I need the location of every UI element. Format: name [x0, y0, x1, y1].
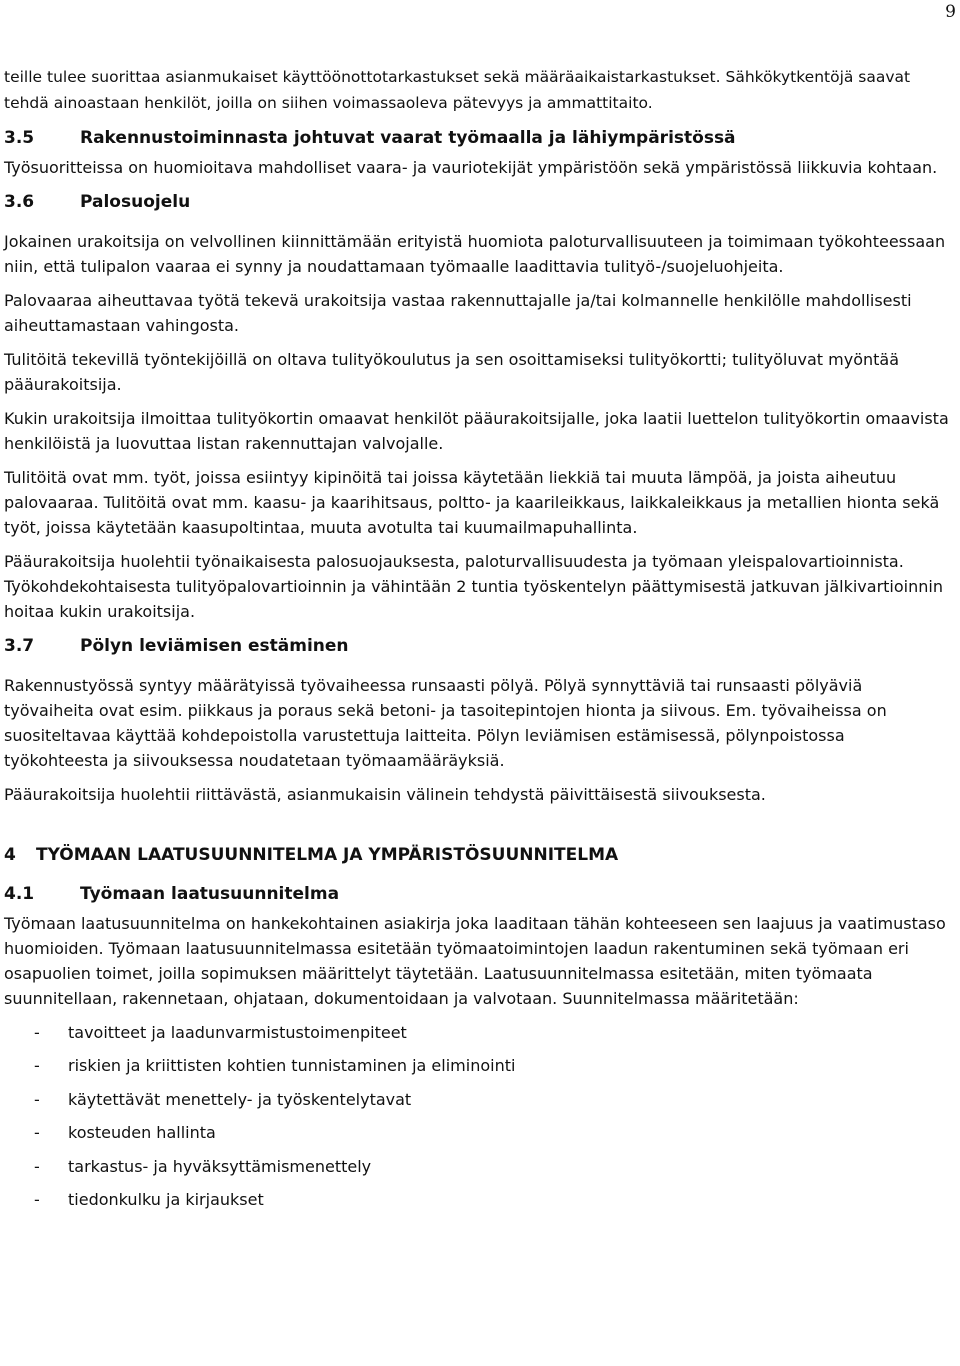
- heading-3-7: [4, 634, 952, 659]
- list-dash: -: [34, 1123, 40, 1143]
- heading-title: Pölyn leviämisen estäminen: [80, 636, 349, 656]
- heading-title: Rakennustoiminnasta johtuvat vaarat työmaalla ja lähiympäristössä: [80, 128, 736, 148]
- paragraph: Tulitöitä ovat mm. työt, joissa esiintyy kipinöitä tai joissa käytetään liekkiä tai muuta lämpöä, ja joista aiheutuu palovaaraa. Tulitöitä ovat mm. kaasu- ja kaarihitsaus, poltto- ja kaarileikkaus, laikkaleikkaus ja metallien hionta sekä työt, joissa käytetään kaasupoltintaa, muuta avotulta tai kuumailmapuhallinta.: [4, 468, 940, 537]
- list-item-text: tavoitteet ja laadunvarmistustoimenpiteet: [68, 1023, 407, 1042]
- heading-number: 3.5: [4, 128, 35, 148]
- page-content: [4, 64, 952, 1220]
- paragraph: Työmaan laatusuunnitelma on hankekohtainen asiakirja joka laaditaan tähän kohteeseen sen laajuus ja vaatimustaso huomioiden. Työmaan laatusuunnitelmassa esitetään työmaatoimintojen laadun rakentuminen sekä työmaan eri osapuolien toimet, joilla sopimuksen määrittelyt täytetään. Laatusuunnitelmassa esitetään, miten työmaata suunnitellaan, rakennetaan, ohjataan, dokumentoidaan ja valvotaan. Suunnitelmassa määritetään:: [4, 914, 946, 1008]
- paragraph: Tulitöitä tekevillä työntekijöillä on oltava tulityökoulutus ja sen osoittamiseksi tulityökortti; tulityöluvat myöntää pääurakoitsija.: [4, 350, 900, 394]
- paragraph: Pääurakoitsija huolehtii työnaikaisesta palosuojauksesta, paloturvallisuudesta ja työmaan yleispalovartioinnista. Työkohdekohtaisesta tulityöpalovartioinnin ja vähintään 2 tuntia työskentelyn päättymisestä jatkuvan jälkivartioinnin hoitaa kukin urakoitsija.: [4, 552, 943, 621]
- list-item: [4, 1120, 952, 1153]
- paragraph: Työsuoritteissa on huomioitava mahdolliset vaara- ja vauriotekijät ympäristöön sekä ympäristössä liikkuvia kohtaan.: [4, 158, 938, 177]
- heading-title: Palosuojelu: [80, 192, 191, 212]
- heading-title: Työmaan laatusuunnitelma: [80, 884, 340, 904]
- list-item-text: tarkastus- ja hyväksyttämismenettely: [68, 1156, 372, 1176]
- list-item: [4, 1087, 952, 1120]
- paragraph: Rakennustyössä syntyy määrätyissä työvaiheessa runsaasti pölyä. Pölyä synnyttäviä tai runsaasti pölyäviä työvaiheita ovat esim. piikkaus ja poraus sekä betoni- ja tasoitepintojen hionta ja siivous. Em. työvaiheissa on suositeltavaa käyttää kohdepoistolla varustettuja laitteita. Pölyn leviämisen estämisessä, pölynpoistossa työkohteesta ja siivouksessa noudatetaan työmaamääräyksiä.: [4, 676, 887, 770]
- list-item: [4, 1154, 952, 1187]
- heading-number: 4.1: [4, 884, 35, 904]
- intro-paragraph: teille tulee suorittaa asianmukaiset käyttöönottotarkastukset sekä määräaikaistarkastukset. Sähkökytkentöjä saavat tehdä ainoastaan henkilöt, joilla on siihen voimassaoleva pätevyys ja ammattitaito.: [4, 68, 911, 112]
- list-dash: -: [34, 1189, 40, 1209]
- list-item: [4, 1020, 952, 1053]
- heading-number: 3.7: [4, 636, 35, 656]
- list-item-text: käytettävät menettely- ja työskentelytavat: [68, 1089, 412, 1109]
- list-item-text: tiedonkulku ja kirjaukset: [68, 1189, 264, 1209]
- heading-4: [4, 843, 952, 868]
- heading-number: 4: [4, 845, 16, 865]
- page-number: 9: [945, 2, 956, 22]
- heading-number: 3.6: [4, 192, 35, 212]
- heading-3-5: [4, 126, 952, 151]
- paragraph: Jokainen urakoitsija on velvollinen kiinnittämään erityistä huomiota paloturvallisuuteen ja toimimaan työkohteessaan niin, että tulipalon vaaraa ei synny ja noudattamaan työmaalle laadittavia tulityö-/suojeluohjeita.: [4, 232, 946, 276]
- list-item-text: kosteuden hallinta: [68, 1123, 216, 1143]
- list-dash: -: [34, 1023, 40, 1042]
- list-dash: -: [34, 1156, 40, 1176]
- list-dash: -: [34, 1089, 40, 1109]
- list-dash: -: [34, 1056, 40, 1076]
- paragraph: Pääurakoitsija huolehtii riittävästä, asianmukaisin välinein tehdystä päivittäisestä siivouksesta.: [4, 785, 766, 804]
- paragraph: Palovaaraa aiheuttavaa työtä tekevä urakoitsija vastaa rakennuttajalle ja/tai kolmannelle henkilölle mahdollisesti aiheuttamastaan vahingosta.: [4, 291, 912, 335]
- heading-title: TYÖMAAN LAATUSUUNNITELMA JA YMPÄRISTÖSUUNNITELMA: [36, 845, 619, 865]
- quality-plan-list: [4, 1020, 952, 1220]
- heading-3-6: [4, 190, 952, 215]
- list-item-text: riskien ja kriittisten kohtien tunnistaminen ja eliminointi: [68, 1056, 516, 1076]
- list-item: [4, 1187, 952, 1220]
- list-item: [4, 1053, 952, 1086]
- heading-4-1: [4, 882, 952, 907]
- paragraph: Kukin urakoitsija ilmoittaa tulityökortin omaavat henkilöt pääurakoitsijalle, joka laatii luettelon tulityökortin omaavista henkilöistä ja luovuttaa listan rakennuttajan valvojalle.: [4, 409, 949, 453]
